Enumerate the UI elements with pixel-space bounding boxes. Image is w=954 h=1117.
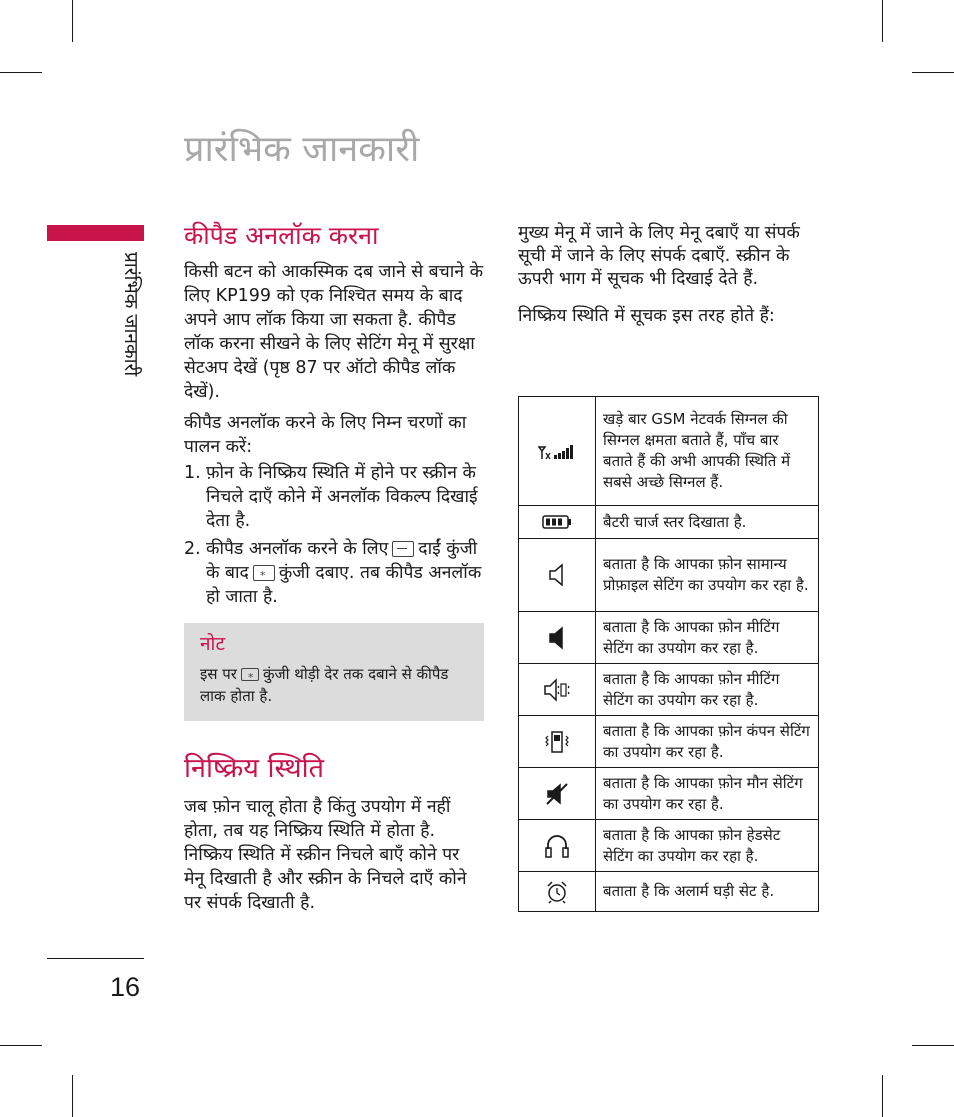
indicator-icon-cell (519, 716, 596, 768)
keypad-unlock-heading: कीपैड अनलॉक करना (184, 221, 379, 250)
indicator-icon-cell (519, 768, 596, 820)
table-row (519, 820, 819, 872)
indicator-text: बताता है कि आपका फ़ोन मीटिंग सेटिंग का उपयोग कर रहा है. (596, 612, 819, 664)
star-key-icon (241, 668, 259, 681)
keypad-unlock-intro: किसी बटन को आकस्मिक दब जाने से बचाने के लिए KP199 को एक निश्चित समय के बाद अपने आप लॉक किया जा सकता है. कीपैड लॉक करना सीखने के लिए सेटिंग मेनू में सुरक्षा सेटअप देखें (पृष्ठ 87 पर ऑटो कीपैड लॉक देखें). (184, 262, 484, 402)
step-number: 1. (184, 463, 201, 483)
indicator-text: बताता है कि आपका फ़ोन मीटिंग सेटिंग का उपयोग कर रहा है. (596, 664, 819, 716)
speaker-vibrate-icon (542, 677, 572, 703)
indicator-text: बताता है कि अलार्म घड़ी सेट है. (596, 872, 819, 912)
indicator-text: खड़े बार GSM नेटवर्क सिग्नल की सिग्नल क्षमता बताते हैं, पाँच बार बताते हैं की अभी आपकी स्थिति में सबसे अच्छे सिग्नल हैं. (596, 397, 819, 506)
headset-icon (543, 833, 571, 859)
crop-mark (0, 1045, 42, 1046)
steps-intro: कीपैड अनलॉक करने के लिए निम्न चरणों का पालन करें: (184, 413, 467, 457)
step-text-pre: कीपैड अनलॉक करने के लिए (206, 539, 389, 559)
silent-icon (544, 781, 570, 807)
side-tab-marker (47, 225, 144, 241)
note-text (200, 663, 470, 707)
speaker-normal-icon (547, 562, 567, 588)
indicator-icon-cell (519, 397, 596, 506)
note-heading: नोट (200, 633, 226, 655)
page-number: 16 (110, 972, 141, 1002)
crop-mark (912, 1045, 954, 1046)
right-column (518, 222, 818, 328)
indicator-icon-cell (519, 612, 596, 664)
speaker-meeting-icon (547, 625, 567, 651)
idle-state-heading: निष्क्रिय स्थिति (184, 753, 325, 784)
indicator-icon-cell (519, 539, 596, 612)
indicator-intro: निष्क्रिय स्थिति में सूचक इस तरह होते हैं: (518, 306, 775, 326)
list-item (184, 537, 484, 609)
table-row (519, 539, 819, 612)
alarm-icon (544, 879, 570, 905)
note-text-post: कुंजी थोड़ी देर तक दबाने से कीपैड लाक होता है. (200, 665, 449, 705)
list-item (184, 461, 484, 533)
crop-mark (0, 72, 42, 73)
indicator-text: बैटरी चार्ज स्तर दिखाता है. (596, 506, 819, 539)
table-row (519, 664, 819, 716)
page-title: प्रारंभिक जानकारी (184, 129, 420, 170)
table-row (519, 716, 819, 768)
note-text-pre: इस पर (200, 665, 237, 683)
indicator-text: बताता है कि आपका फ़ोन हेडसेट सेटिंग का उपयोग कर रहा है. (596, 820, 819, 872)
indicator-icon-cell (519, 820, 596, 872)
indicator-text: बताता है कि आपका फ़ोन कंपन सेटिंग का उपयोग कर रहा है. (596, 716, 819, 768)
table-row (519, 397, 819, 506)
indicator-table (518, 396, 819, 912)
step-text (206, 537, 484, 609)
indicator-icon-cell (519, 664, 596, 716)
note-box (184, 623, 484, 721)
indicator-icon-cell (519, 506, 596, 539)
table-row (519, 612, 819, 664)
idle-state-text: जब फ़ोन चालू होता है किंतु उपयोग में नहीं होता, तब यह निष्क्रिय स्थिति में होता है. निष्क्रिय स्थिति में स्क्रीन निचले बाएँ कोने पर मेनू दिखाती है और स्क्रीन के निचले दाएँ कोने पर संपर्क दिखाती है. (184, 797, 467, 913)
vibrate-icon (543, 729, 571, 755)
right-softkey-icon (392, 541, 414, 557)
unlock-steps (184, 461, 484, 609)
crop-mark (882, 1075, 883, 1117)
star-key-icon (253, 565, 275, 581)
left-column (184, 220, 484, 915)
table-row (519, 872, 819, 912)
side-section-label: प्रारंभिक जानकारी (120, 252, 142, 377)
menu-instructions: मुख्य मेनू में जाने के लिए मेनू दबाएँ या संपर्क सूची में जाने के लिए संपर्क दबाएँ. स्क्रीन के ऊपरी भाग में सूचक भी दिखाई देते हैं. (518, 223, 800, 289)
crop-mark (882, 0, 883, 42)
step-text-post: कुंजी दबाए. तब कीपैड अनलॉक हो जाता है. (206, 563, 482, 607)
crop-mark (72, 0, 73, 42)
page-number-rule (47, 958, 144, 959)
signal-icon (537, 441, 577, 461)
table-row (519, 506, 819, 539)
crop-mark (912, 72, 954, 73)
indicator-text: बताता है कि आपका फ़ोन मौन सेटिंग का उपयोग कर रहा है. (596, 768, 819, 820)
crop-mark (72, 1075, 73, 1117)
table-row (519, 768, 819, 820)
step-text: फ़ोन के निष्क्रिय स्थिति में होने पर स्क्रीन के निचले दाएँ कोने में अनलॉक विकल्प दिखाई देता है. (206, 463, 478, 531)
indicator-text: बताता है कि आपका फ़ोन सामान्य प्रोफ़ाइल सेटिंग का उपयोग कर रहा है. (596, 539, 819, 612)
indicator-icon-cell (519, 872, 596, 912)
battery-icon (542, 514, 572, 530)
step-text-mid: दाईं कुंजी के बाद (206, 539, 478, 583)
step-number: 2. (184, 539, 201, 559)
